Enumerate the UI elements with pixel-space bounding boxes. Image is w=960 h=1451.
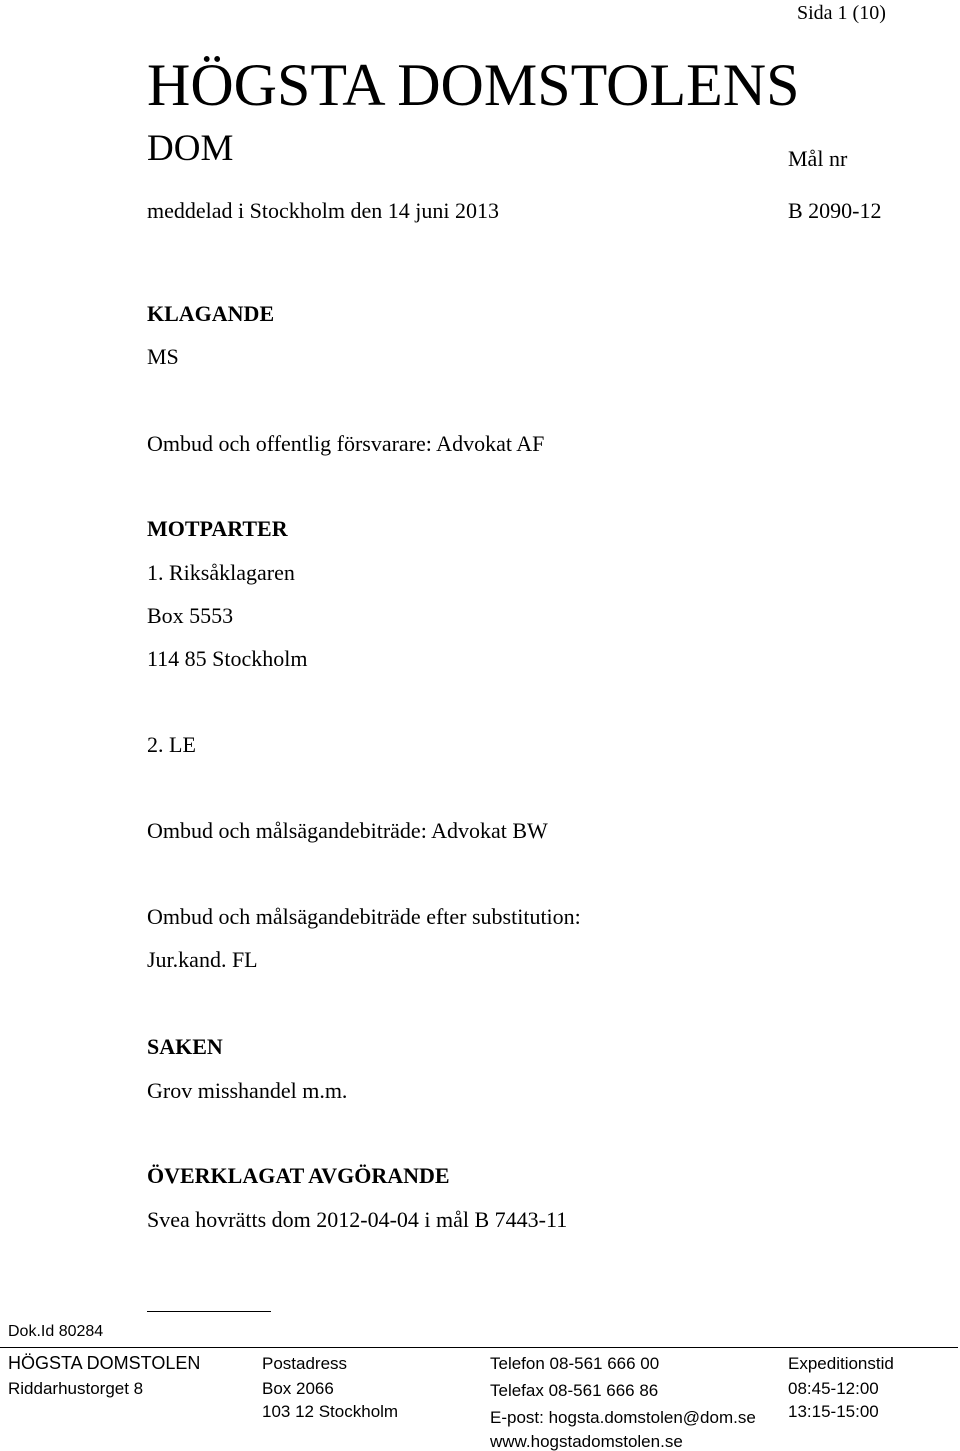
page-number: Sida 1 (10) [797,2,886,24]
footer-hours-afternoon: 13:15-15:00 [788,1402,879,1421]
footer-court-name: HÖGSTA DOMSTOLEN [8,1353,201,1373]
case-number: B 2090-12 [788,198,882,223]
motpart-2-substitution-label: Ombud och målsägandebiträde efter substitution: [147,904,581,929]
motpart-2-counsel: Ombud och målsägandebiträde: Advokat BW [147,818,548,843]
case-number-label: Mål nr [788,146,848,171]
klagande-counsel: Ombud och offentlig försvarare: Advokat AF [147,431,545,456]
document-type: DOM [147,128,234,169]
saken-heading: SAKEN [147,1034,223,1059]
short-divider [147,1311,271,1312]
footer-postal-city: 103 12 Stockholm [262,1402,399,1421]
issued-line: meddelad i Stockholm den 14 juni 2013 [147,198,499,223]
footer-hours-label: Expeditionstid [788,1354,894,1373]
overklagat-heading: ÖVERKLAGAT AVGÖRANDE [147,1163,450,1188]
footer-street-address: Riddarhustorget 8 [8,1379,144,1398]
footer-hours-morning: 08:45-12:00 [788,1379,879,1398]
motpart-1-name: 1. Riksåklagaren [147,560,295,585]
overklagat-text: Svea hovrätts dom 2012-04-04 i mål B 7443-11 [147,1207,568,1232]
motparter-heading: MOTPARTER [147,516,288,541]
footer-divider [0,1347,958,1348]
document-id: Dok.Id 80284 [8,1323,104,1340]
motpart-2-name: 2. LE [147,732,196,757]
klagande-heading: KLAGANDE [147,301,275,326]
footer-phone: Telefon 08-561 666 00 [490,1354,660,1373]
klagande-name: MS [147,344,179,369]
motpart-1-box: Box 5553 [147,603,234,628]
footer-website: www.hogstadomstolen.se [490,1432,683,1451]
court-title: HÖGSTA DOMSTOLENS [147,52,800,118]
footer-postal-box: Box 2066 [262,1379,334,1398]
motpart-1-city: 114 85 Stockholm [147,646,308,671]
footer-email: E-post: hogsta.domstolen@dom.se [490,1408,756,1427]
saken-text: Grov misshandel m.m. [147,1078,348,1103]
footer-postal-label: Postadress [262,1354,348,1373]
footer-fax: Telefax 08-561 666 86 [490,1381,659,1400]
motpart-2-substitution-name: Jur.kand. FL [147,947,258,972]
